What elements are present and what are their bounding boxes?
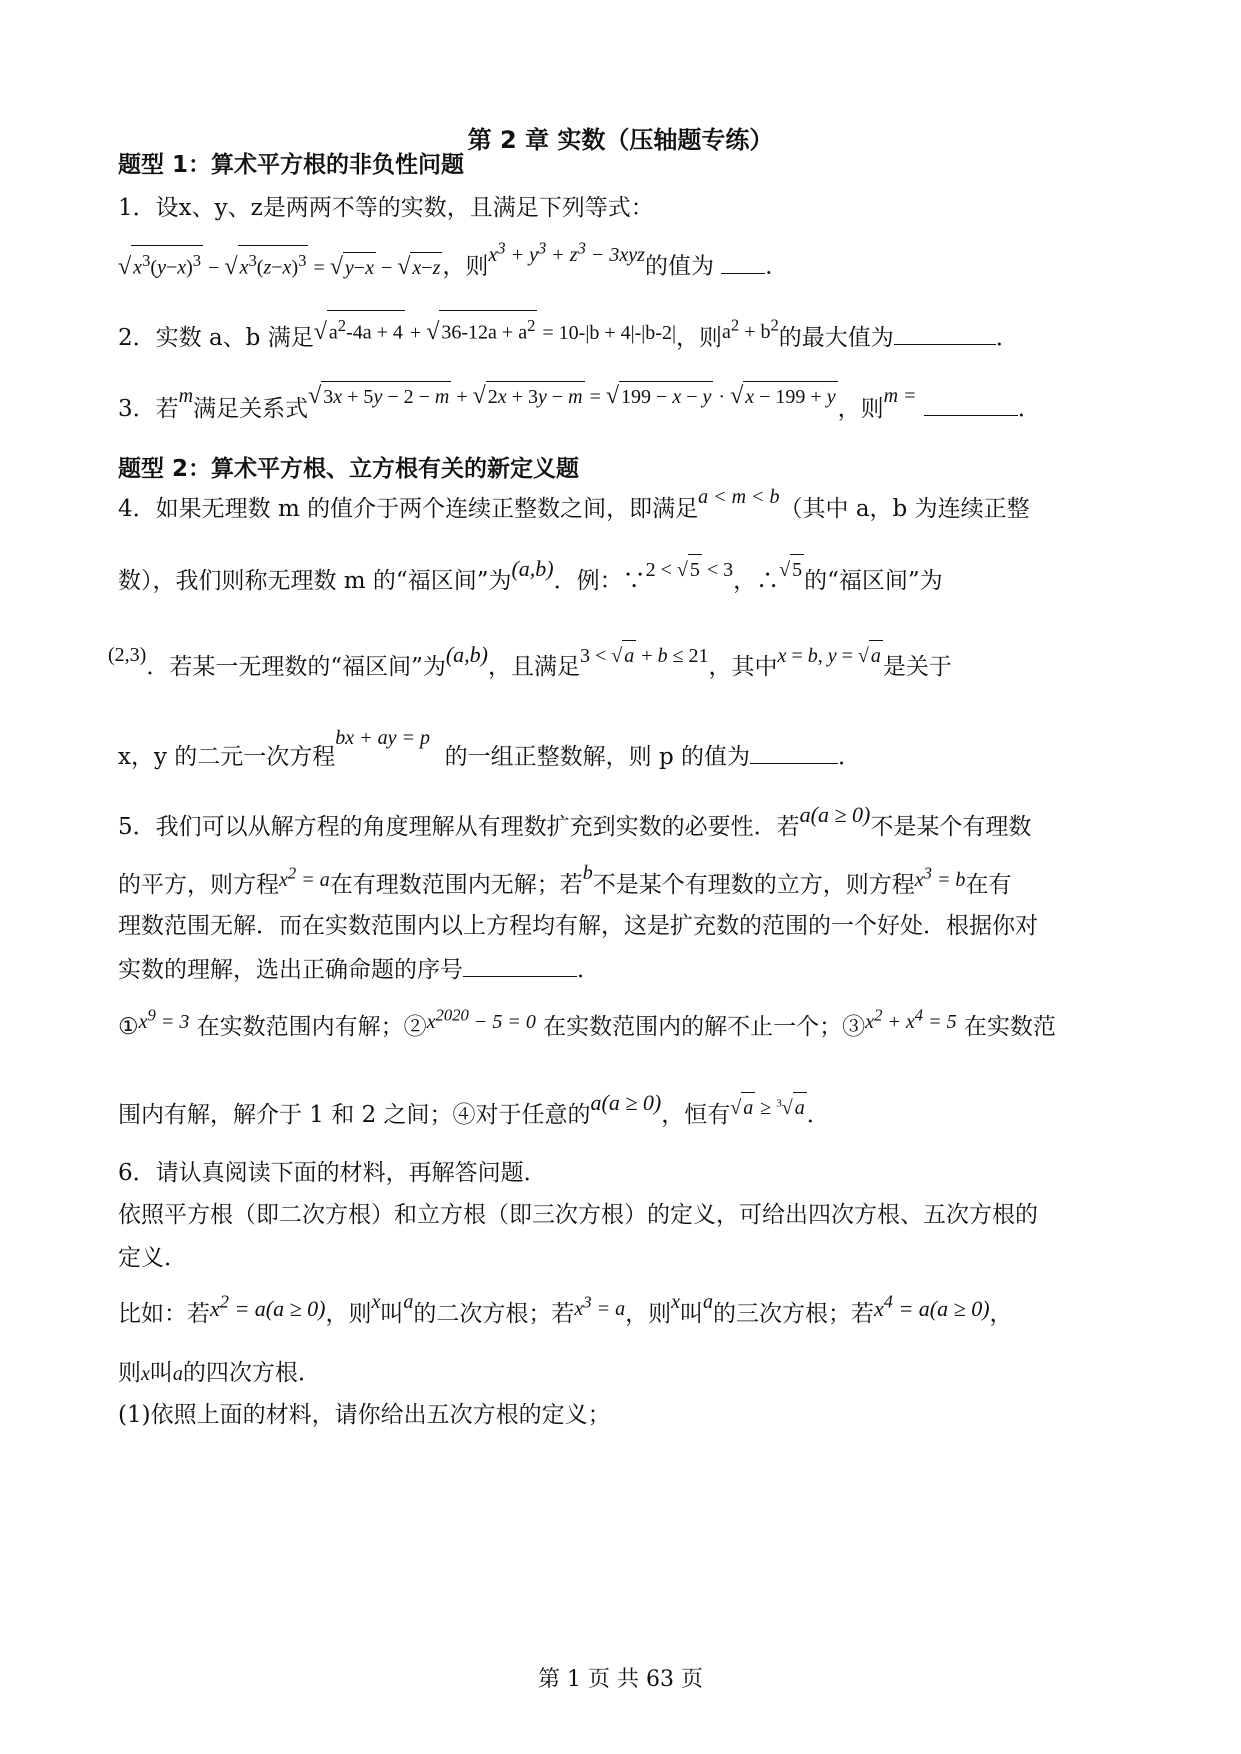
q5-a-nonneg: a(a ≥ 0)	[799, 802, 871, 827]
q4-line-3: (2,3)．若某一无理数的“福区间”为(a,b)，且满足3 < √ a + b ≤ 21，其中x = b, y = √ a是关于	[108, 642, 952, 680]
q4-interval-ab: (a,b)	[511, 556, 554, 581]
q3-answer-blank[interactable]	[924, 393, 1018, 416]
page-footer: 第 1 页 共 63 页	[538, 1667, 703, 1692]
q6-a-2: a	[703, 1291, 714, 1313]
q4-line-4: x，y 的二元一次方程bx + ay = p 的一组正整数解，则 p 的值为 ．	[118, 727, 862, 770]
q5-eq-cube: $x^3 = b$	[914, 863, 966, 891]
q4-interval-ab-2: (a,b)	[445, 642, 489, 667]
q1-line-1: 1．设x、y、z是两两不等的实数，且满足下列等式：	[118, 195, 654, 221]
q1-equation: √ $x^3(y-x)^3$ − √ $x^3(z-x)^3$ = √ y−x − √ x−z	[118, 257, 442, 279]
q3-line: 3．若m满足关系式√ 3x + 5y − 2 − m + √ 2x + 3y − m = √ 199 − x − y · √ x − 199 + y，则m = ．	[118, 383, 1041, 422]
section-heading-2: 题型 2：算术平方根、立方根有关的新定义题	[118, 456, 580, 482]
q6-cube-def: $x^3 = a$	[574, 1292, 626, 1320]
q4-interval-23: (2,3)	[108, 644, 147, 666]
q2-line: 2．实数 a、b 满足√ $a^2-4a + 4$ + √ $36-12a + a^2 = 10-|b + 4|-|b-2|$，则$a^2 + b^2$的最大值为 ．	[118, 322, 1019, 360]
q6-x-3: x	[141, 1363, 150, 1385]
q4-line-1: 4．如果无理数 m 的值介于两个连续正整数之间，即满足a < m < b（其中 a，b 为连续正整	[118, 486, 1030, 522]
q6-fourth-def: $x^4 = a(a \ge 0)$	[874, 1292, 990, 1322]
q1-answer-blank[interactable]	[721, 251, 765, 274]
q6-a-1: a	[403, 1291, 414, 1313]
q4-sqrt5: √ 5	[779, 559, 804, 581]
q6-line-3: 定义．	[118, 1245, 187, 1271]
q6-a-3: a	[172, 1363, 183, 1385]
q5-a-nonneg-2: a(a ≥ 0)	[590, 1090, 662, 1115]
q1-expression: $x^3 + y^3 + z^3 - 3xyz$	[488, 238, 645, 266]
q2-equation: √ $a^2-4a + 4$ + √ $36-12a + a^2 = 10-|b + 4|-|b-2|$	[314, 322, 676, 344]
q6-x-1: x	[371, 1291, 381, 1313]
q5-prop-2: $x^{2020} - 5 = 0$	[426, 1005, 536, 1033]
q5-answer-blank[interactable]	[463, 954, 577, 977]
q5-b: b	[582, 862, 593, 884]
q5-line-1: 5．我们可以从解方程的角度理解从有理数扩充到实数的必要性．若a(a ≥ 0)不是某个有理数	[118, 802, 1032, 840]
q3-m-equals: m =	[883, 385, 917, 407]
q2-answer-blank[interactable]	[894, 322, 996, 345]
q5-eq-square: $x^2 = a$	[279, 863, 330, 891]
q4-condition: 3 < √ a + b ≤ 21	[580, 645, 709, 667]
q5-line-4: 实数的理解，选出正确命题的序号 ．	[118, 954, 600, 985]
q4-equation: bx + ay = p	[335, 727, 431, 749]
q4-line-2: 数），我们则称无理数 m 的“福区间”为(a,b)．例：∵2 < √ 5 < 3，∴√ 5的“福区间”为	[118, 556, 943, 594]
q3-equation: √ 3x + 5y − 2 − m + √ 2x + 3y − m = √ 199 − x − y · √ x − 199 + y	[308, 386, 837, 408]
q4-example-inequality: 2 < √ 5 < 3	[646, 559, 734, 581]
q5-line-2: 的平方，则方程$x^2 = a$在有理数范围内无解；若b不是某个有理数的立方，则方程$x^3 = b$在有	[118, 862, 1012, 898]
q5-prop-3: $x^2 + x^4 = 5$	[865, 1005, 957, 1033]
q4-answer-blank[interactable]	[750, 741, 838, 764]
q5-line-6: 围内有解，解介于 1 和 2 之间；④对于任意的a(a ≥ 0)，恒有√ a ≥ $^3$√ a．	[118, 1090, 830, 1128]
q5-prop-1: $x^9 = 3$	[138, 1005, 190, 1033]
q1-line-2: √ $x^3(y-x)^3$ − √ $x^3(z-x)^3$ = √ y−x − √ x−z，则$x^3 + y^3 + z^3 - 3xyz$的值为 ．	[118, 245, 788, 283]
q2-expression: $a^2 + b^2$	[721, 315, 779, 343]
q6-line-6: (1)依照上面的材料，请你给出五次方根的定义；	[118, 1402, 611, 1428]
q6-line-1: 6．请认真阅读下面的材料，再解答问题．	[118, 1160, 547, 1186]
q5-line-3: 理数范围无解．而在实数范围内以上方程均有解，这是扩充数的范围的一个好处．根据你对	[118, 913, 1038, 939]
q5-line-5: $①x^9 = 3$ 在实数范围内有解；$②x^{2020} - 5 = 0$ 在实数范围内的解不止一个；$③x^2 + x^4 = 5$ 在实数范	[118, 1005, 1056, 1040]
q4-solution: x = b, y = √ a	[778, 645, 883, 667]
section-heading-1: 题型 1：算术平方根的非负性问题	[118, 152, 465, 178]
q4-inequality: a < m < b	[698, 486, 780, 508]
q6-line-4: 比如：若$x^2 = a(a \ge 0)$，则x叫a的二次方根；若$x^3 = a$，则x叫a的三次方根；若$x^4 = a(a \ge 0)$，	[118, 1291, 1013, 1327]
q6-line-2: 依照平方根（即二次方根）和立方根（即三次方根）的定义，可给出四次方根、五次方根的	[118, 1202, 1038, 1228]
q3-variable-m: m	[178, 385, 194, 407]
q5-prop-4: √ a ≥ $^3$√ a	[730, 1097, 806, 1119]
q6-square-def: $x^2 = a(a \ge 0)$	[210, 1292, 326, 1322]
q6-x-2: x	[671, 1291, 681, 1313]
page-title: 第 2 章 实数（压轴题专练）	[467, 126, 774, 154]
q6-line-5: 则x叫a的四次方根．	[118, 1360, 321, 1386]
